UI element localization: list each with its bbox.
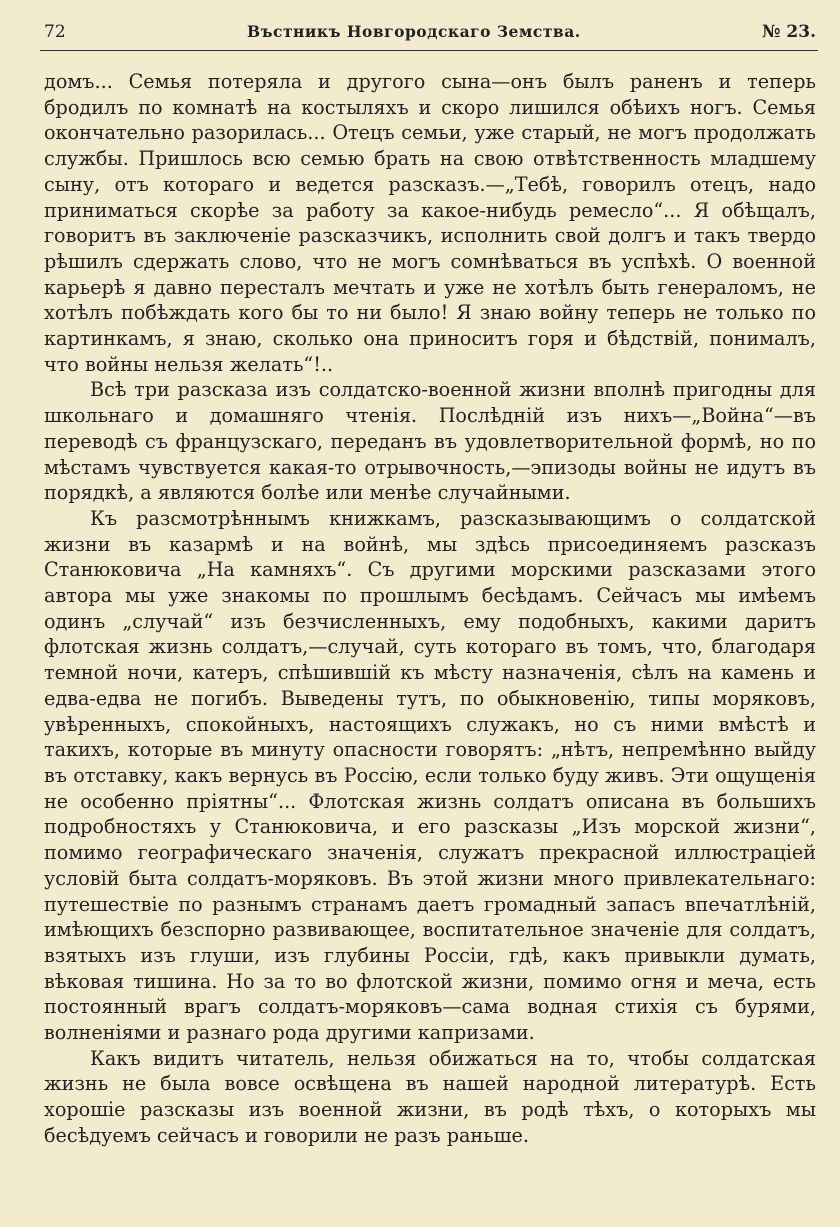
- header-rule: [40, 50, 818, 51]
- paragraph: домъ... Семья потеряла и другого сына—онъ былъ раненъ и теперь бродилъ по комнатѣ на костыляхъ и скоро лишился обѣихъ ногъ. Семья окончательно разорилась... Отецъ семьи, уже старый, не могъ продолжать службы. Пришлось всю семью брать на свою отвѣтственность младшему сыну, отъ котораго и ведется разсказъ.—„Тебѣ, говорилъ отецъ, надо приниматься скорѣе за работу за какое-нибудь ремесло“... Я обѣщалъ, говоритъ въ заключеніе разсказчикъ, исполнить свой долгъ и такъ твердо рѣшилъ сдержать слово, что не могъ сомнѣваться въ успѣхѣ. О военной карьерѣ я давно пересталъ мечтать и уже не хотѣлъ быть генераломъ, не хотѣлъ побѣждать кого бы то ни было! Я знаю войну теперь не только по картинкамъ, я знаю, сколько она приноситъ горя и бѣдствій, понималъ, что войны нельзя желать“!..: [44, 70, 816, 376]
- paragraph: Къ разсмотрѣннымъ книжкамъ, разсказывающимъ о солдатской жизни въ казармѣ и на войнѣ, мы здѣсь присоединяемъ разсказъ Станюковича „На камняхъ“. Съ другими морскими разсказами этого автора мы уже знакомы по прошлымъ бесѣдамъ. Сейчасъ мы имѣемъ одинъ „случай“ изъ безчисленныхъ, ему подобныхъ, какими даритъ флотская жизнь солдатъ,—случай, суть котораго въ томъ, что, благодаря темной ночи, катеръ, спѣшившій къ мѣсту назначенія, сѣлъ на камень и едва-едва не погибъ. Выведены тутъ, по обыкновенію, типы моряковъ, увѣренныхъ, спокойныхъ, настоящихъ служакъ, но съ ними вмѣстѣ и такихъ, которые въ минуту опасности говорятъ: „нѣтъ, непремѣнно выйду въ отставку, какъ вернусь въ Россію, если только буду живъ. Эти ощущенія не особенно пріятны“... Флотская жизнь солдатъ описана въ большихъ подробностяхъ у Станюковича, и его разсказы „Изъ морской жизни“, помимо географическаго значенія, служатъ прекрасной иллюстраціей условій быта солдатъ-моряковъ. Въ этой жизни много привлекательнаго: путешествіе по разнымъ странамъ даетъ громадный запасъ впечатлѣній, имѣющихъ безспорно развивающее, воспитательное значеніе для солдатъ, взятыхъ изъ глуши, изъ глубины Россіи, гдѣ, какъ привыкли думать, вѣковая тишина. Но за то во флотской жизни, помимо огня и меча, есть постоянный врагъ солдатъ-моряковъ—сама водная стихія съ бурями, волненіями и разнаго рода другими капризами.: [44, 506, 816, 1045]
- issue-number: № 23.: [762, 22, 816, 42]
- paragraph: Какъ видитъ читатель, нельзя обижаться на то, чтобы солдатская жизнь не была вовсе освѣщена въ нашей народной литературѣ. Есть хорошіе разсказы изъ военной жизни, въ родѣ тѣхъ, о которыхъ мы бесѣдуемъ сейчасъ и говорили не разъ раньше.: [44, 1046, 816, 1147]
- article-body: [44, 69, 816, 1149]
- journal-title: Въстникъ Новгородскаго Земства.: [247, 22, 581, 41]
- paragraph: Всѣ три разсказа изъ солдатско-военной жизни вполнѣ пригодны для школьнаго и домашняго чтенія. Послѣдній изъ нихъ—„Война“—въ переводѣ съ французскаго, переданъ въ удовлетворительной формѣ, но по мѣстамъ чувствуется какая-то отрывочность,—эпизоды войны не идутъ въ порядкѣ, а являются болѣе или менѣе случайными.: [44, 378, 816, 505]
- running-header: [44, 22, 816, 50]
- page-number: 72: [44, 22, 66, 42]
